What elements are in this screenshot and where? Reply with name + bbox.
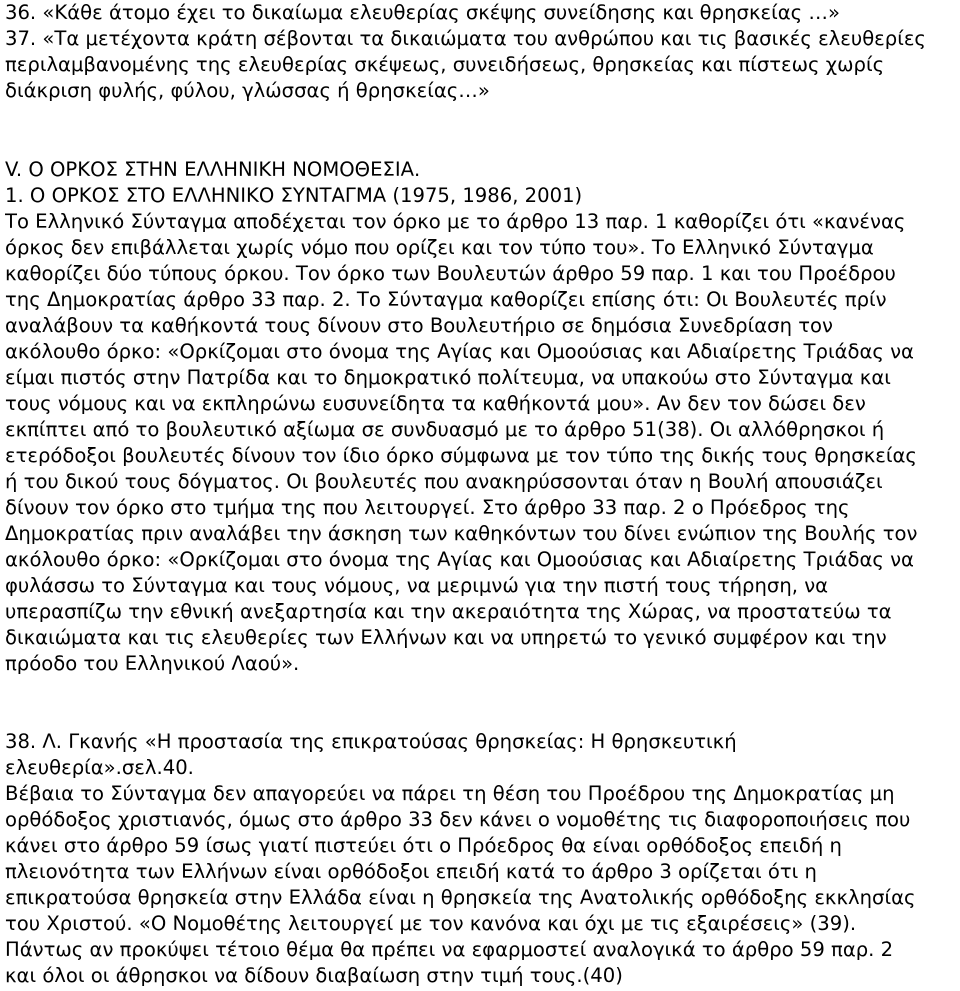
- body-line: της Δημοκρατίας άρθρο 33 παρ. 2. Το Σύνταγμα καθορίζει επίσης ότι: Οι Βουλευτές πρίν: [5, 288, 887, 311]
- section-subheading: 1. Ο ΟΡΚΟΣ ΣΤΟ ΕΛΛΗΝΙΚΟ ΣΥΝΤΑΓΜΑ (1975, 1986, 2001): [5, 184, 583, 207]
- section-heading: V. Ο ΟΡΚΟΣ ΣΤΗΝ ΕΛΛΗΝΙΚΗ ΝΟΜΟΘΕΣΙΑ.: [5, 158, 421, 181]
- section-v: [5, 157, 957, 677]
- footnote-38-line: 38. Λ. Γκανής «Η προστασία της επικρατούσας θρησκείας: Η θρησκευτική: [5, 730, 737, 753]
- body-line: δίνουν τον όρκο στο τμήμα της που λειτουργεί. Στο άρθρο 33 παρ. 2 ο Πρόεδρος της: [5, 496, 850, 519]
- body-line: ή του δικού τους δόγματος. Οι βουλευτές που ανακηρύσσονται όταν η Βουλή απουσιάζει: [5, 470, 883, 493]
- body-line: ετερόδοξοι βουλευτές δίνουν τον ίδιο όρκο σύμφωνα με τον τύπο της δικής τους θρησκείας: [5, 444, 917, 467]
- body-line: ακόλουθο όρκο: «Ορκίζομαι στο όνομα της Αγίας και Ομοούσιας και Αδιαίρετης Τριάδας να: [5, 548, 914, 571]
- closing-line: πλειονότητα των Ελλήνων είναι ορθόδοξοι επειδή κατά το άρθρο 3 ορίζεται ότι η: [5, 860, 817, 883]
- document-page: [5, 0, 957, 989]
- footnote-38-line: ελευθερία».σελ.40.: [5, 756, 194, 779]
- body-line: αναλάβουν τα καθήκοντά τους δίνουν στο Βουλευτήριο σε δημόσια Συνεδρίαση τον: [5, 314, 833, 337]
- closing-line: Πάντως αν προκύψει τέτοιο θέμα θα πρέπει να εφαρμοστεί αναλογικά το άρθρο 59 παρ. 2: [5, 938, 894, 961]
- footnote-37-line: περιλαμβανομένης της ελευθερίας σκέψεως, συνειδήσεως, θρησκείας και πίστεως χωρίς: [5, 53, 885, 76]
- closing-line: επικρατούσα θρησκεία στην Ελλάδα είναι η θρησκεία της Ανατολικής ορθόδοξης εκκλησίας: [5, 886, 916, 909]
- closing-line: Βέβαια το Σύνταγμα δεν απαγορεύει να πάρει τη θέση του Προέδρου της Δημοκρατίας μη: [5, 782, 895, 805]
- footnote-38: [5, 729, 957, 781]
- body-line: καθορίζει δύο τύπους όρκου. Τον όρκο των Βουλευτών άρθρο 59 παρ. 1 και του Προέδρου: [5, 262, 896, 285]
- footnote-37-line: διάκριση φυλής, φύλου, γλώσσας ή θρησκείας…»: [5, 79, 490, 102]
- body-line: υπερασπίζω την εθνική ανεξαρτησία και την ακεραιότητα της Χώρας, να προστατεύω τα: [5, 600, 892, 623]
- body-line: φυλάσσω το Σύνταγμα και τους νόμους, να μεριμνώ για την πιστή τους τήρηση, να: [5, 574, 829, 597]
- body-line: πρόοδο του Ελληνικού Λαού».: [5, 652, 300, 675]
- closing-line: και όλοι οι άθρησκοι να δίδουν διαβαίωση στην τιμή τους.(40): [5, 964, 623, 987]
- body-line: είμαι πιστός στην Πατρίδα και το δημοκρατικό πολίτευμα, να υπακούω στο Σύνταγμα και: [5, 366, 891, 389]
- footnote-37-line: 37. «Τα μετέχοντα κράτη σέβονται τα δικαιώματα του ανθρώπου και τις βασικές ελευθερίες: [5, 27, 926, 50]
- closing-line: του Χριστού. «Ο Νομοθέτης λειτουργεί με τον κανόνα και όχι με τις εξαιρέσεις» (39).: [5, 912, 857, 935]
- body-line: όρκος δεν επιβάλλεται χωρίς νόμο που ορίζει και τον τύπο του». Το Ελληνικό Σύνταγμα: [5, 236, 874, 259]
- footnote-36: 36. «Κάθε άτομο έχει το δικαίωμα ελευθερίας σκέψης συνείδησης και θρησκείας …»: [5, 1, 840, 24]
- body-line: Το Ελληνικό Σύνταγμα αποδέχεται τον όρκο με το άρθρο 13 παρ. 1 καθορίζει ότι «κανένας: [5, 210, 906, 233]
- footnotes-top: [5, 0, 957, 104]
- closing-line: ορθόδοξος χριστιανός, όμως στο άρθρο 33 δεν κάνει ο νομοθέτης τις διαφοροποιήσεις που: [5, 808, 911, 831]
- body-line: Δημοκρατίας πριν αναλάβει την άσκηση των καθηκόντων του δίνει ενώπιον της Βουλής τον: [5, 522, 918, 545]
- section-body: [5, 209, 957, 677]
- closing-paragraph: [5, 781, 957, 989]
- body-line: εκπίπτει από το βουλευτικό αξίωμα σε συνδυασμό με το άρθρο 51(38). Οι αλλόθρησκοι ή: [5, 418, 885, 441]
- body-line: ακόλουθο όρκο: «Ορκίζομαι στο όνομα της Αγίας και Ομοούσιας και Αδιαίρετης Τριάδας να: [5, 340, 914, 363]
- body-line: δικαιώματα και τις ελευθερίες των Ελλήνων και να υπηρετώ το γενικό συμφέρον και την: [5, 626, 887, 649]
- body-line: τους νόμους και να εκπληρώνω ευσυνείδητα τα καθήκοντά μου». Αν δεν τον δώσει δεν: [5, 392, 866, 415]
- closing-line: κάνει στο άρθρο 59 ίσως γιατί πιστεύει ότι ο Πρόεδρος θα είναι ορθόδοξος επειδή η: [5, 834, 842, 857]
